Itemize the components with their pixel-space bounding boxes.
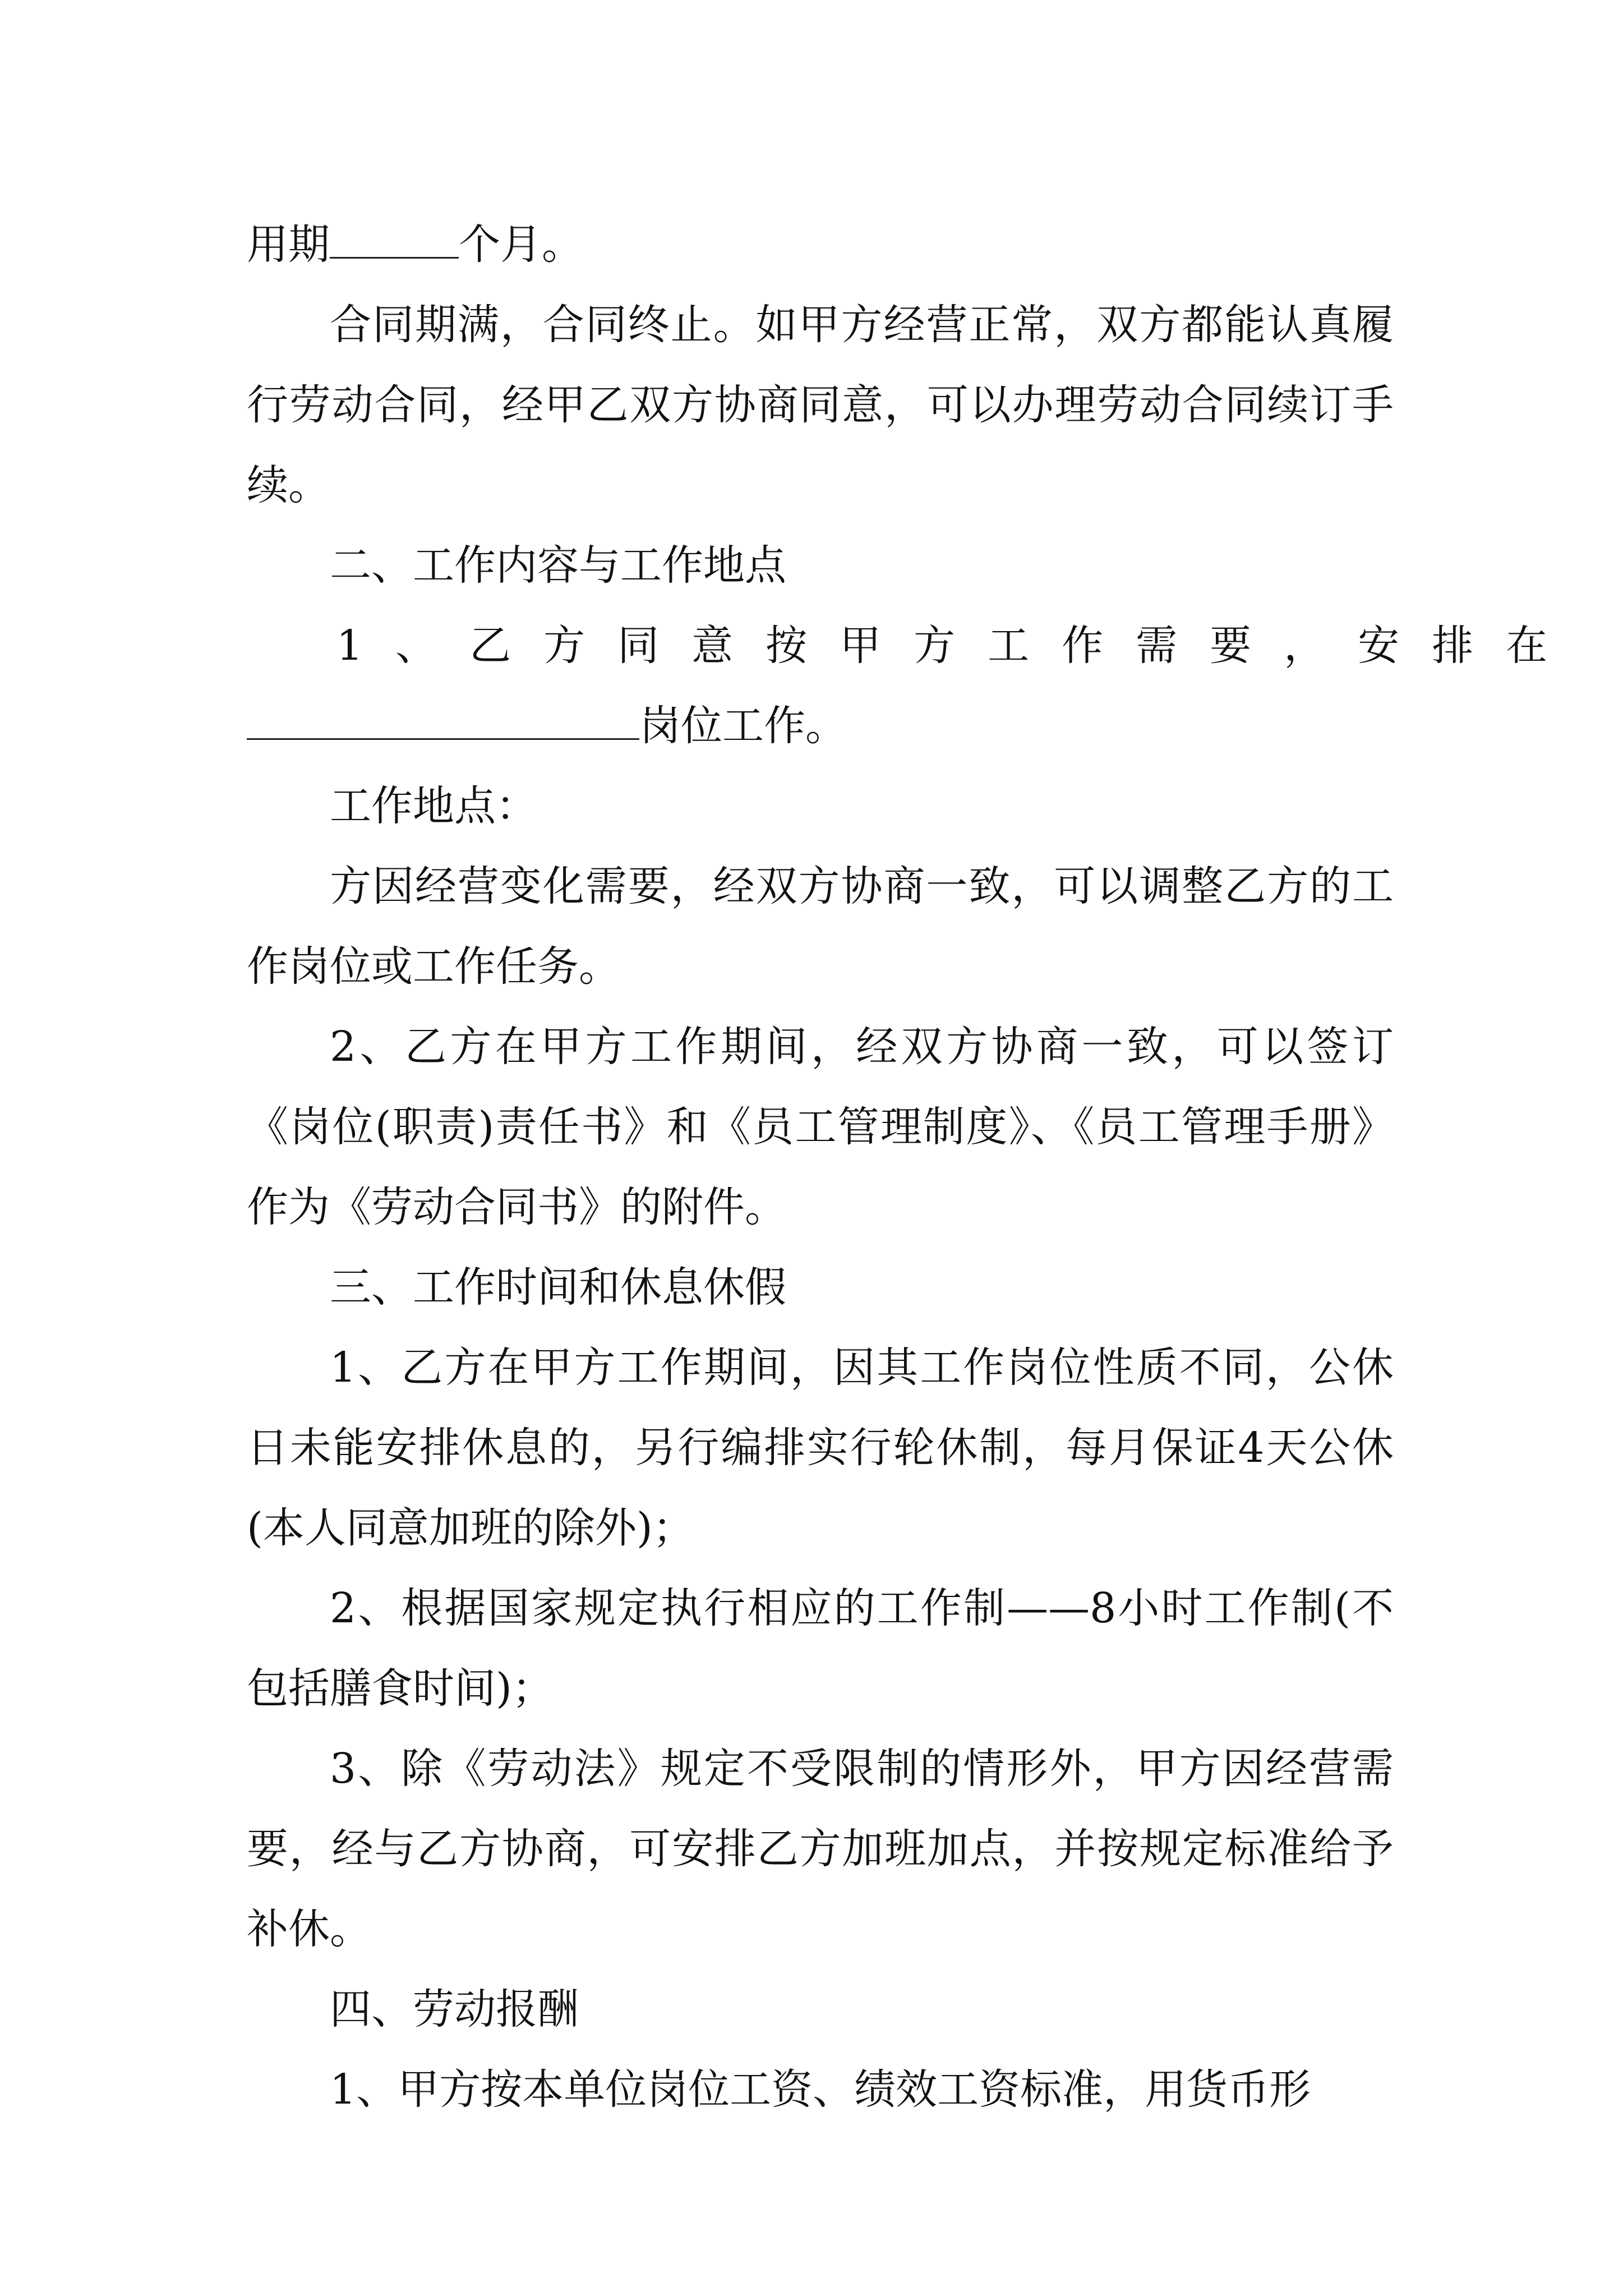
job-adjustment-paragraph: 方因经营变化需要，经双方协商一致，可以调整乙方的工作岗位或工作任务。: [247, 862, 1394, 991]
probation-paragraph: [247, 205, 1394, 285]
contract-expiry-paragraph: 合同期满，合同终止。如甲方经营正常，双方都能认真履行劳动合同，经甲乙双方协商同意，可以办理劳动合同续订手续。: [247, 301, 1394, 509]
probation-months-blank: [330, 218, 459, 259]
rest-day-paragraph: 1、乙方在甲方工作期间，因其工作岗位性质不同，公休日未能安排休息的，另行编排实行轮休制，每月保证4天公休(本人同意加班的除外)；: [247, 1343, 1394, 1552]
attachments-paragraph: 2、乙方在甲方工作期间，经双方协商一致，可以签订《岗位(职责)责任书》和《员工管理制度》、《员工管理手册》作为《劳动合同书》的附件。: [247, 1023, 1394, 1231]
work-location-label: 工作地点：: [330, 782, 537, 830]
job-assignment-continuation: [247, 686, 1394, 766]
section-heading-3: 三、工作时间和休息休假: [330, 1263, 786, 1312]
wage-paragraph: 1、甲方按本单位岗位工资、绩效工资标准，用货币形: [330, 2065, 1311, 2114]
section-heading-2: 二、工作内容与工作地点: [330, 541, 786, 590]
job-assignment-after: 岗位工作。: [639, 702, 847, 750]
document-body: [247, 205, 1580, 2130]
probation-text-before: 用期: [247, 220, 330, 269]
probation-text-after: 个月。: [459, 220, 583, 269]
working-hours-paragraph: 2、根据国家规定执行相应的工作制——8小时工作制(不包括膳食时间)；: [247, 1584, 1394, 1713]
job-assignment-line: 1、乙方同意按甲方工作需要，安排在: [336, 622, 1580, 670]
position-blank: [247, 699, 639, 740]
section-heading-4: 四、劳动报酬: [330, 1985, 579, 2033]
overtime-paragraph: 3、除《劳动法》规定不受限制的情形外，甲方因经营需要，经与乙方协商，可安排乙方加班加点，并按规定标准给予补休。: [247, 1745, 1394, 1953]
